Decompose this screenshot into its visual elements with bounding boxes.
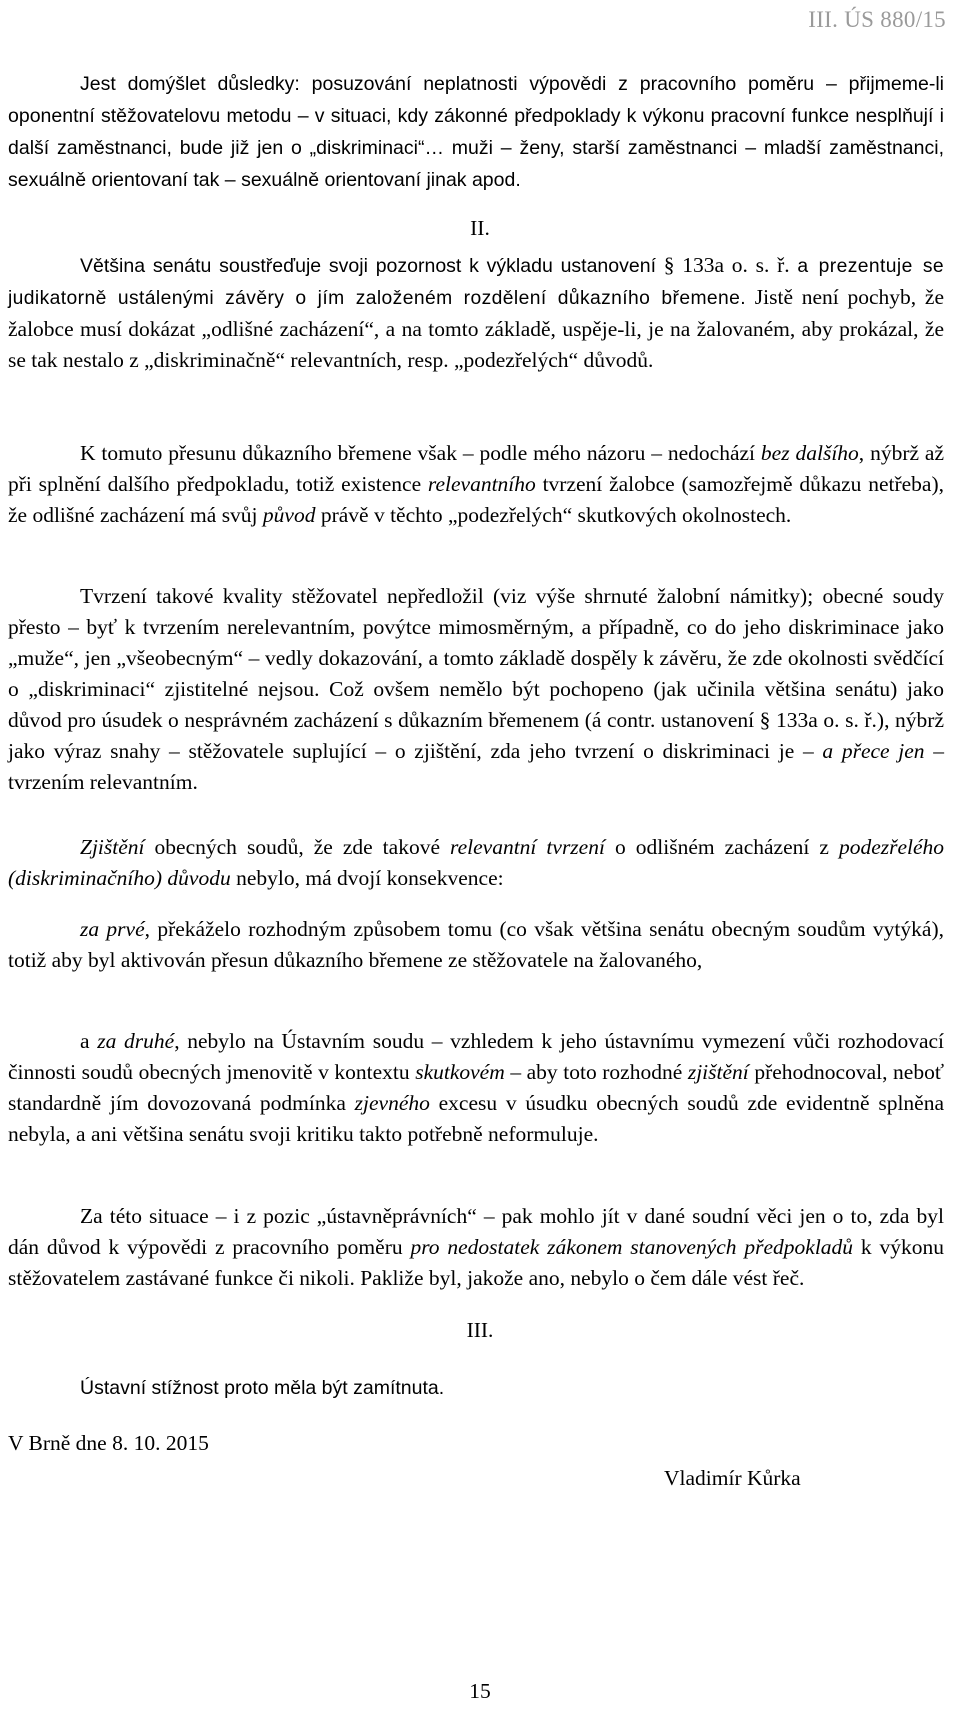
paragraph-first-consequence: za prvé, překáželo rozhodným způsobem tomu (co však většina senátu obecným soudům vytýká), totiž aby byl aktivován přesun důkazního břemene ze stěžovatele na žalovaného,	[8, 917, 944, 972]
paragraph-burden-shift: K tomuto přesunu důkazního břemene však – podle mého názoru – nedochází bez dalšího, nýbrž až při splnění dalšího předpokladu, totiž existence relevantního tvrzení žalobce (samozřejmě důkazu netřeba), že odlišné zacházení má svůj původ právě v těchto „podezřelých“ skutkových okolnostech.	[8, 441, 944, 527]
paragraph-senate-majority: Většina senátu soustřeďuje svoji pozornost k výkladu ustanovení § 133a o. s. ř. a prezentuje se judikatorně ustálenými závěry o jím založeném rozdělení důkazního břemene. Jistě není pochyb, že žalobce musí dokázat „odlišné zacházení“, a na tomto základě, uspěje-li, je na žalovaném, aby prokázal, že se tak nestalo z „diskriminačně“ relevantních, resp. „podezřelých“ důvodů.	[8, 253, 945, 372]
paragraph-consequences: Jest domýšlet důsledky: posuzování neplatnosti výpovědi z pracovního poměru – přijmeme-li oponentní stěžovatelovu metodu – v situaci, kdy zákonné předpoklady k výkonu pracovní funkce nesplňují i další zaměstnanci, bude již jen o „diskriminaci“… muži – ženy, starší zaměstnanci – mladší zaměstnanci, sexuálně orientovaní tak – sexuálně orientovaní jinak apod.	[8, 73, 944, 191]
paragraph-situation: Za této situace – i z pozic „ústavněprávních“ – pak mohlo jít v dané soudní věci jen o to, zda byl dán důvod k výpovědi z pracovního poměru pro nedostatek zákonem stanovených předpokladů k výkonu stěžovatelem zastávané funkce či nikoli. Pakliže byl, jakože ano, nebylo o čem dále vést řeč.	[8, 1204, 945, 1290]
section-heading-3: III.	[466, 1318, 494, 1342]
place-and-date: V Brně dne 8. 10. 2015	[8, 1431, 209, 1455]
conclusion-statement: Ústavní stížnost proto měla být zamítnuta.	[80, 1377, 445, 1399]
statute-reference: § 133a o. s. ř.	[663, 253, 790, 277]
paragraph-second-consequence: a za druhé, nebylo na Ústavním soudu – vzhledem k jeho ústavnímu vymezení vůči rozhodovací činnosti soudů obecných jmenovitě v kontextu skutkovém – aby toto rozhodné zjištění přehodnocoval, neboť standardně jím dovozovaná podmínka zjevného excesu v úsudku obecných soudů zde evidentně splněna nebyla, a ani většina senátu svoji kritiku takto potřebně neformuluje.	[8, 1029, 945, 1146]
document-number-header: III. ÚS 880/15	[808, 7, 946, 32]
signatory-name: Vladimír Kůrka	[664, 1466, 801, 1490]
page-number: 15	[469, 1679, 491, 1703]
paragraph-court-findings: Zjištění obecných soudů, že zde takové relevantní tvrzení o odlišném zacházení z podezřelého (diskriminačního) důvodu nebylo, má dvojí konsekvence:	[8, 835, 945, 890]
section-heading-2: II.	[470, 216, 490, 240]
paragraph-complainant-claims: Tvrzení takové kvality stěžovatel nepředložil (viz výše shrnuté žalobní námitky); obecné soudy přesto – byť k tvrzením nerelevantním, povýtce mimosměrným, a případně, co do jeho diskriminace jako „muže“, jen „všeobecným“ – vedly dokazování, a tomto základě dospěly k závěru, že zde okolnosti svědčící o „diskriminaci“ zjistitelné nejsou. Což ovšem nemělo být pochopeno (jak učinila většina senátu) jako důvod pro úsudek o nesprávném zacházení s důkazním břemenem (á contr. ustanovení § 133a o. s. ř.), nýbrž jako výraz snahy – stěžovatele suplující – o zjištění, zda jeho tvrzení o diskriminaci je – a přece jen – tvrzením relevantním.	[8, 584, 945, 794]
